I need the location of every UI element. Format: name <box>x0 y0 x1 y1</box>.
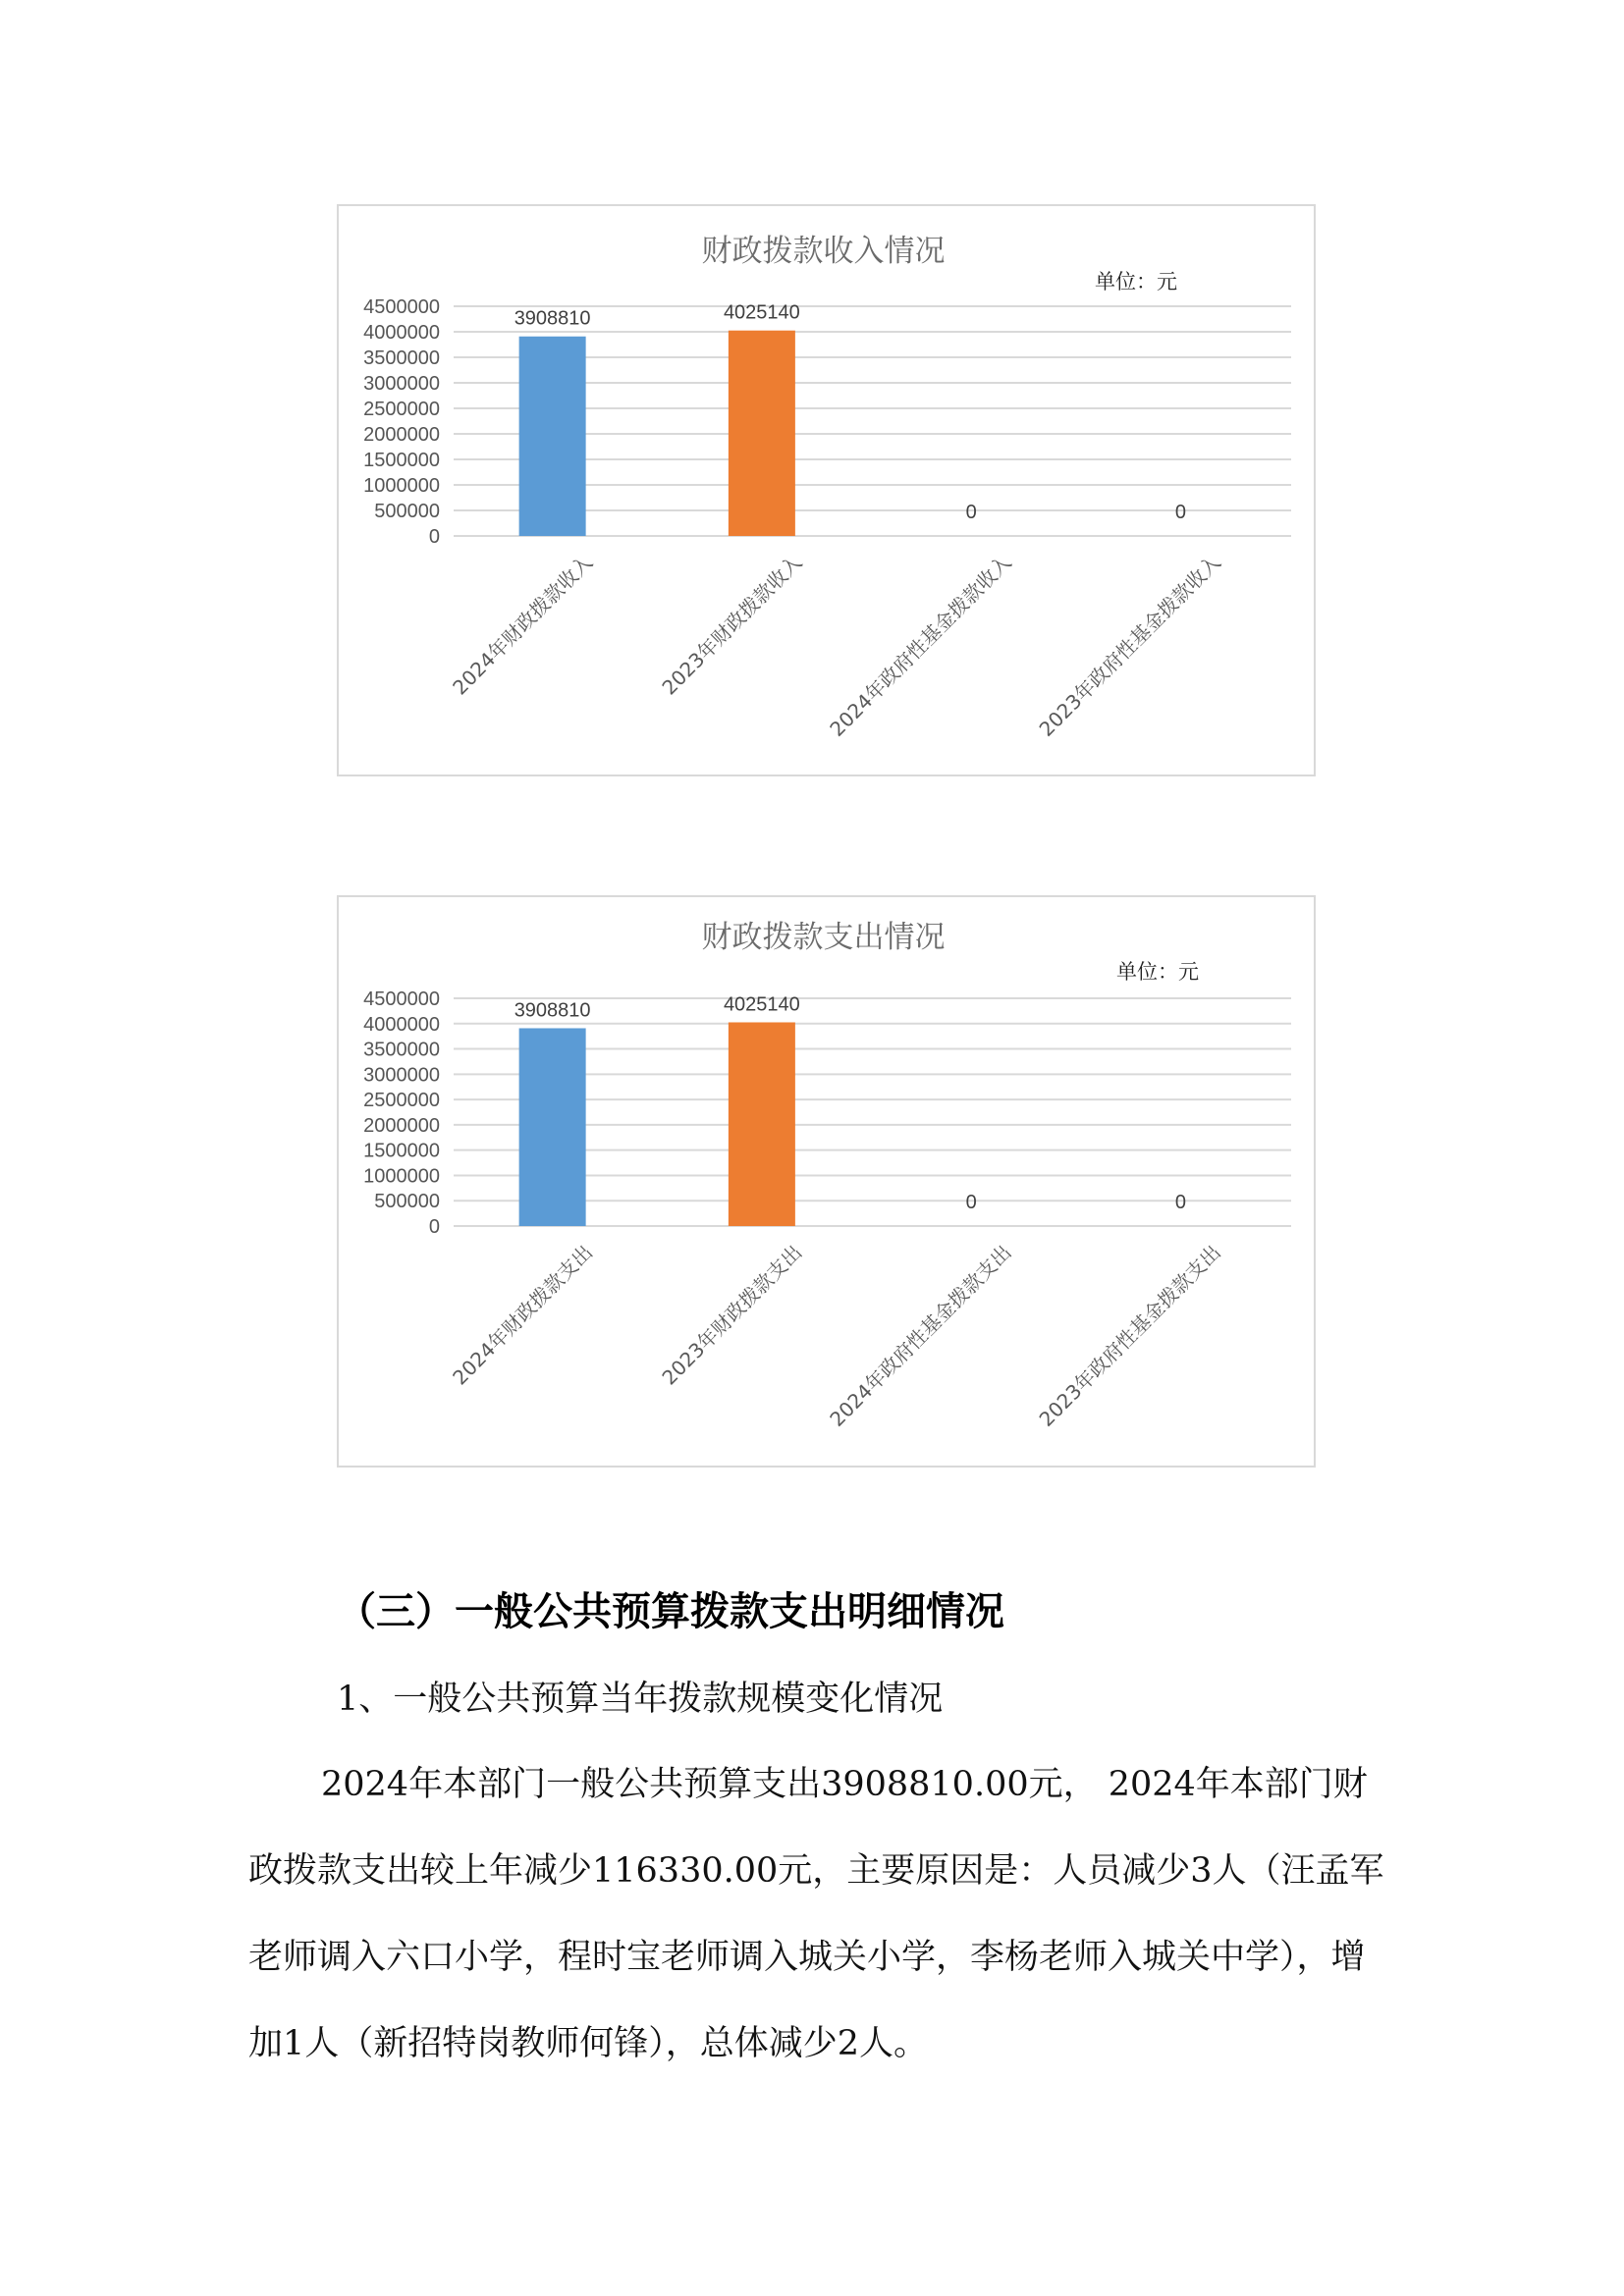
data-label: 4025140 <box>723 993 800 1016</box>
category-label: 2024年财政拨款支出 <box>448 1240 598 1390</box>
bar <box>519 1028 586 1226</box>
income-chart-svg <box>339 206 1318 778</box>
income-chart <box>337 204 1316 776</box>
data-label: 3908810 <box>514 999 591 1022</box>
y-tick-label: 3000000 <box>363 1064 440 1087</box>
data-label: 3908810 <box>514 307 591 330</box>
category-label: 2023年政府性基金拨款收入 <box>1034 550 1225 741</box>
category-label: 2023年财政拨款支出 <box>657 1240 807 1390</box>
y-tick-label: 2500000 <box>363 399 440 420</box>
category-label: 2023年政府性基金拨款支出 <box>1034 1240 1225 1431</box>
section-paragraph: 2024年本部门一般公共预算支出3908810.00元， 2024年本部门财政拨款支出较上年减少116330.00元，主要原因是：人员减少3人（汪孟军老师调入六口小学，程时宝老师调入城关小学，李杨老师入城关中学），增加1人（新招特岗教师何锋），总体减少2人。 <box>248 1765 1384 2063</box>
y-tick-label: 4000000 <box>363 1013 440 1036</box>
data-label: 0 <box>965 502 977 523</box>
y-tick-label: 500000 <box>374 501 440 522</box>
expenditure-chart <box>337 895 1316 1468</box>
chart-title: 财政拨款收入情况 <box>701 234 946 269</box>
category-label: 2023年财政拨款收入 <box>657 550 807 700</box>
expenditure-chart-svg <box>339 897 1318 1469</box>
section-subheading: 1、一般公共预算当年拨款规模变化情况 <box>337 1680 944 1719</box>
y-tick-label: 4500000 <box>363 296 440 318</box>
y-tick-label: 3500000 <box>363 1039 440 1061</box>
chart-unit-label: 单位：元 <box>1116 960 1199 984</box>
y-tick-label: 3000000 <box>363 373 440 395</box>
y-tick-label: 4000000 <box>363 322 440 344</box>
bar <box>519 337 586 536</box>
y-tick-label: 1000000 <box>363 475 440 497</box>
y-tick-label: 0 <box>428 526 440 548</box>
data-label: 0 <box>965 1192 977 1213</box>
y-tick-label: 2000000 <box>363 424 440 446</box>
section-heading: （三）一般公共预算拨款支出明细情况 <box>337 1589 1004 1634</box>
y-tick-label: 4500000 <box>363 988 440 1010</box>
data-label: 0 <box>1174 502 1186 523</box>
y-tick-label: 2000000 <box>363 1114 440 1137</box>
chart-title: 财政拨款支出情况 <box>701 920 946 955</box>
category-label: 2024年政府性基金拨款支出 <box>825 1240 1016 1431</box>
category-label: 2024年财政拨款收入 <box>448 550 598 700</box>
chart-unit-label: 单位：元 <box>1095 270 1177 294</box>
category-label: 2024年政府性基金拨款收入 <box>825 550 1016 741</box>
y-tick-label: 3500000 <box>363 347 440 369</box>
bar <box>729 1022 795 1226</box>
data-label: 4025140 <box>723 301 800 324</box>
y-tick-label: 1500000 <box>363 450 440 471</box>
bar <box>729 331 795 536</box>
data-label: 0 <box>1174 1192 1186 1213</box>
y-tick-label: 2500000 <box>363 1090 440 1112</box>
y-tick-label: 1000000 <box>363 1165 440 1188</box>
y-tick-label: 1500000 <box>363 1140 440 1162</box>
y-tick-label: 500000 <box>374 1191 440 1213</box>
y-tick-label: 0 <box>428 1216 440 1238</box>
